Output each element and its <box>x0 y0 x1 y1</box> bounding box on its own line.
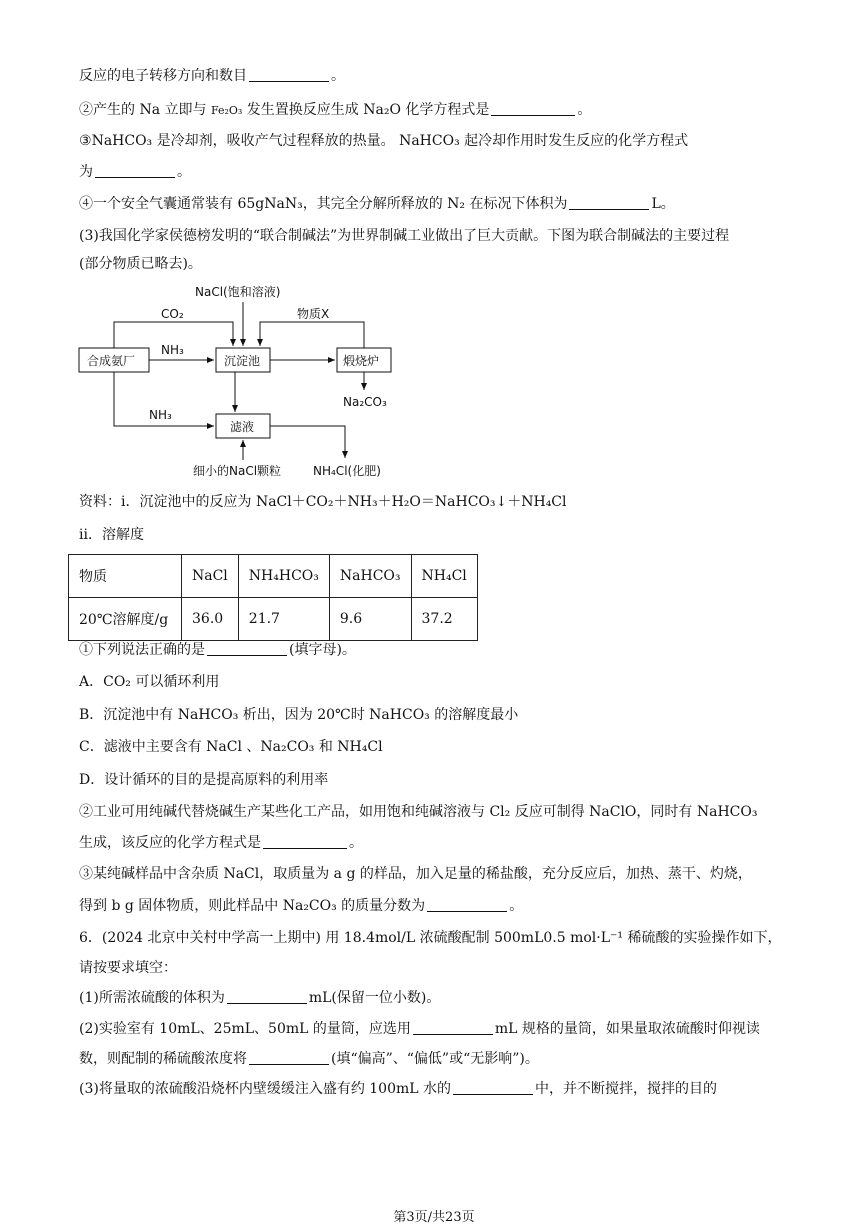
answer-blank[interactable] <box>453 1080 533 1095</box>
solubility-table <box>68 554 478 641</box>
text-line <box>79 525 144 545</box>
text-line <box>79 928 781 948</box>
arrow <box>270 426 345 458</box>
text: mL 规格的量筒，如果量取浓硫酸时仰视读 <box>494 1021 760 1037</box>
text-line <box>79 988 440 1008</box>
box-label: 沉淀池 <box>224 354 261 368</box>
text-line <box>79 864 752 884</box>
text: A．CO₂ 可以循环利用 <box>79 674 220 690</box>
answer-blank[interactable] <box>491 101 575 116</box>
process-flow-diagram <box>75 282 415 482</box>
text: 数，则配制的稀硫酸浓度将 <box>79 1051 247 1067</box>
table-cell: 36.0 <box>182 598 239 641</box>
text: 资料：i．沉淀池中的反应为 <box>79 494 252 510</box>
table-cell: 20℃溶解度/g <box>69 598 182 641</box>
formula: NaHCO₃ <box>399 133 460 149</box>
table-cell: NaHCO₃ <box>329 555 411 598</box>
flow-label: NH₃ <box>149 408 172 422</box>
text-line <box>79 1019 760 1039</box>
answer-blank[interactable] <box>95 163 175 178</box>
flow-label: NH₃ <box>161 343 184 357</box>
arrow <box>260 322 364 348</box>
table-row <box>69 555 478 598</box>
text: 为 <box>79 164 93 180</box>
text: 中，并不断搅拌，搅拌的目的 <box>535 1081 718 1097</box>
text: (2)实验室有 10mL、25mL、50mL 的量筒，应选用 <box>79 1021 411 1037</box>
text: ii．溶解度 <box>79 527 144 543</box>
formula: N₂ <box>447 196 466 212</box>
page-footer: 第3页/共23页 <box>393 1210 475 1225</box>
text: 在标况下体积为 <box>469 196 568 212</box>
text: ②产生的 Na 立即与 <box>79 102 207 118</box>
equation: NaCl＋CO₂＋NH₃＋H₂O＝NaHCO₃↓＋NH₄Cl <box>255 494 567 510</box>
text-line: 为 。 <box>79 164 191 180</box>
table-cell: NaCl <box>182 555 239 598</box>
text: ①下列说法正确的是 <box>79 642 205 658</box>
text: (1)所需浓硫酸的体积为 <box>79 990 225 1006</box>
text-line <box>79 1079 717 1099</box>
text: 请按要求填空： <box>79 960 177 976</box>
answer-blank[interactable] <box>413 1020 493 1035</box>
table-row <box>69 598 478 641</box>
text-line <box>79 492 567 512</box>
feed-label: 细小的NaCl颗粒 <box>193 464 282 478</box>
box-label: 合成氨厂 <box>87 354 136 368</box>
text-line: ②产生的 Na 立即与 Fe₂O₃ 发生置换反应生成 Na₂O 化学方程式是 。 <box>79 102 592 118</box>
box-label: 滤液 <box>230 420 255 434</box>
option-a[interactable] <box>79 672 219 692</box>
text: 6．(2024 北京中关村中学高一上期中) 用 18.4mol/L 浓硫酸配制 500mL0.5 mol·L⁻¹ 稀硫酸的实验操作如下， <box>79 930 782 946</box>
text: (3)将量取的浓硫酸沿烧杯内壁缓缓注入盛有约 100mL 水的 <box>79 1081 452 1097</box>
formula: Na₂O <box>363 102 401 118</box>
text-line <box>79 254 202 274</box>
text: ④一个安全气囊通常装有 65g <box>79 196 265 212</box>
answer-blank[interactable] <box>249 67 329 82</box>
text-line <box>79 194 675 214</box>
text-line <box>79 640 356 660</box>
text: 得到 b g 固体物质，则此样品中 Na₂CO₃ 的质量分数为 <box>79 898 426 914</box>
text-line <box>79 131 688 151</box>
text: B．沉淀池中有 NaHCO₃ 析出，因为 20℃时 NaHCO₃ 的溶解度最小 <box>79 707 519 723</box>
option-d[interactable] <box>79 770 328 790</box>
text: (填字母)。 <box>289 642 356 658</box>
text: (填“偏高”、“偏低”或“无影响”)。 <box>331 1051 539 1067</box>
answer-blank[interactable] <box>227 989 307 1004</box>
flow-label: 物质X <box>297 307 330 321</box>
feed-label: NaCl(饱和溶液) <box>195 285 281 299</box>
answer-blank[interactable] <box>249 1050 329 1065</box>
table-cell: 9.6 <box>329 598 411 641</box>
text: 发生置换反应生成 <box>246 102 359 118</box>
text: 生成，该反应的化学方程式是 <box>79 835 261 851</box>
answer-blank[interactable] <box>207 641 287 656</box>
text: ②工业可用纯碱代替烧碱生产某些化工产品，如用饱和纯碱溶液与 Cl₂ 反应可制得 NaClO，同时有 NaHCO₃ <box>79 804 758 820</box>
text: 反应的电子转移方向和数目 <box>79 68 247 84</box>
text-line: 反应的电子转移方向和数目 。 <box>79 68 345 84</box>
text: mL(保留一位小数)。 <box>308 990 441 1006</box>
table-cell: 物质 <box>69 555 182 598</box>
text: ，其完全分解所释放的 <box>302 196 443 212</box>
text: L。 <box>651 196 675 212</box>
text-line <box>79 802 757 822</box>
box-label: 煅烧炉 <box>343 354 380 368</box>
text: D．设计循环的目的是提高原料的利用率 <box>79 772 329 788</box>
text-line: 得到 b g 固体物质，则此样品中 Na₂CO₃ 的质量分数为 。 <box>79 898 524 914</box>
table-cell: 37.2 <box>411 598 477 641</box>
text-line <box>79 226 729 246</box>
option-c[interactable] <box>79 737 383 757</box>
text: C．滤液中主要含有 NaCl 、Na₂CO₃ 和 NH₄Cl <box>79 739 383 755</box>
answer-blank[interactable] <box>427 897 507 912</box>
text: ③某纯碱样品中含杂质 NaCl，取质量为 a g 的样品，加入足量的稀盐酸，充分反应后，加热、蒸干、灼烧， <box>79 866 752 882</box>
text-line <box>79 1049 539 1069</box>
product-label: NH₄Cl(化肥) <box>313 464 381 478</box>
flow-label: CO₂ <box>161 307 184 321</box>
text: 是冷却剂，吸收产气过程释放的热量。 <box>156 133 395 149</box>
text: 化学方程式是 <box>405 102 490 118</box>
text-line <box>79 958 177 978</box>
text: 起冷却作用时发生反应的化学方程式 <box>464 133 689 149</box>
option-b[interactable] <box>79 705 518 725</box>
product-label: Na₂CO₃ <box>343 395 387 409</box>
formula: Fe₂O₃ <box>210 104 243 117</box>
text-line: 生成，该反应的化学方程式是 。 <box>79 835 363 851</box>
formula: NaHCO₃ <box>91 133 153 149</box>
table-cell: NH₄Cl <box>411 555 477 598</box>
answer-blank[interactable] <box>263 834 347 849</box>
text: (部分物质已略去)。 <box>79 256 202 272</box>
table-cell: NH₄HCO₃ <box>238 555 329 598</box>
answer-blank[interactable] <box>569 195 649 210</box>
text: (3)我国化学家侯德榜发明的“联合制碱法”为世界制碱工业做出了巨大贡献。下图为联合制碱法的主要过程 <box>79 228 730 244</box>
formula: NaN₃ <box>264 196 303 212</box>
text: ③ <box>79 133 92 149</box>
table-cell: 21.7 <box>238 598 329 641</box>
